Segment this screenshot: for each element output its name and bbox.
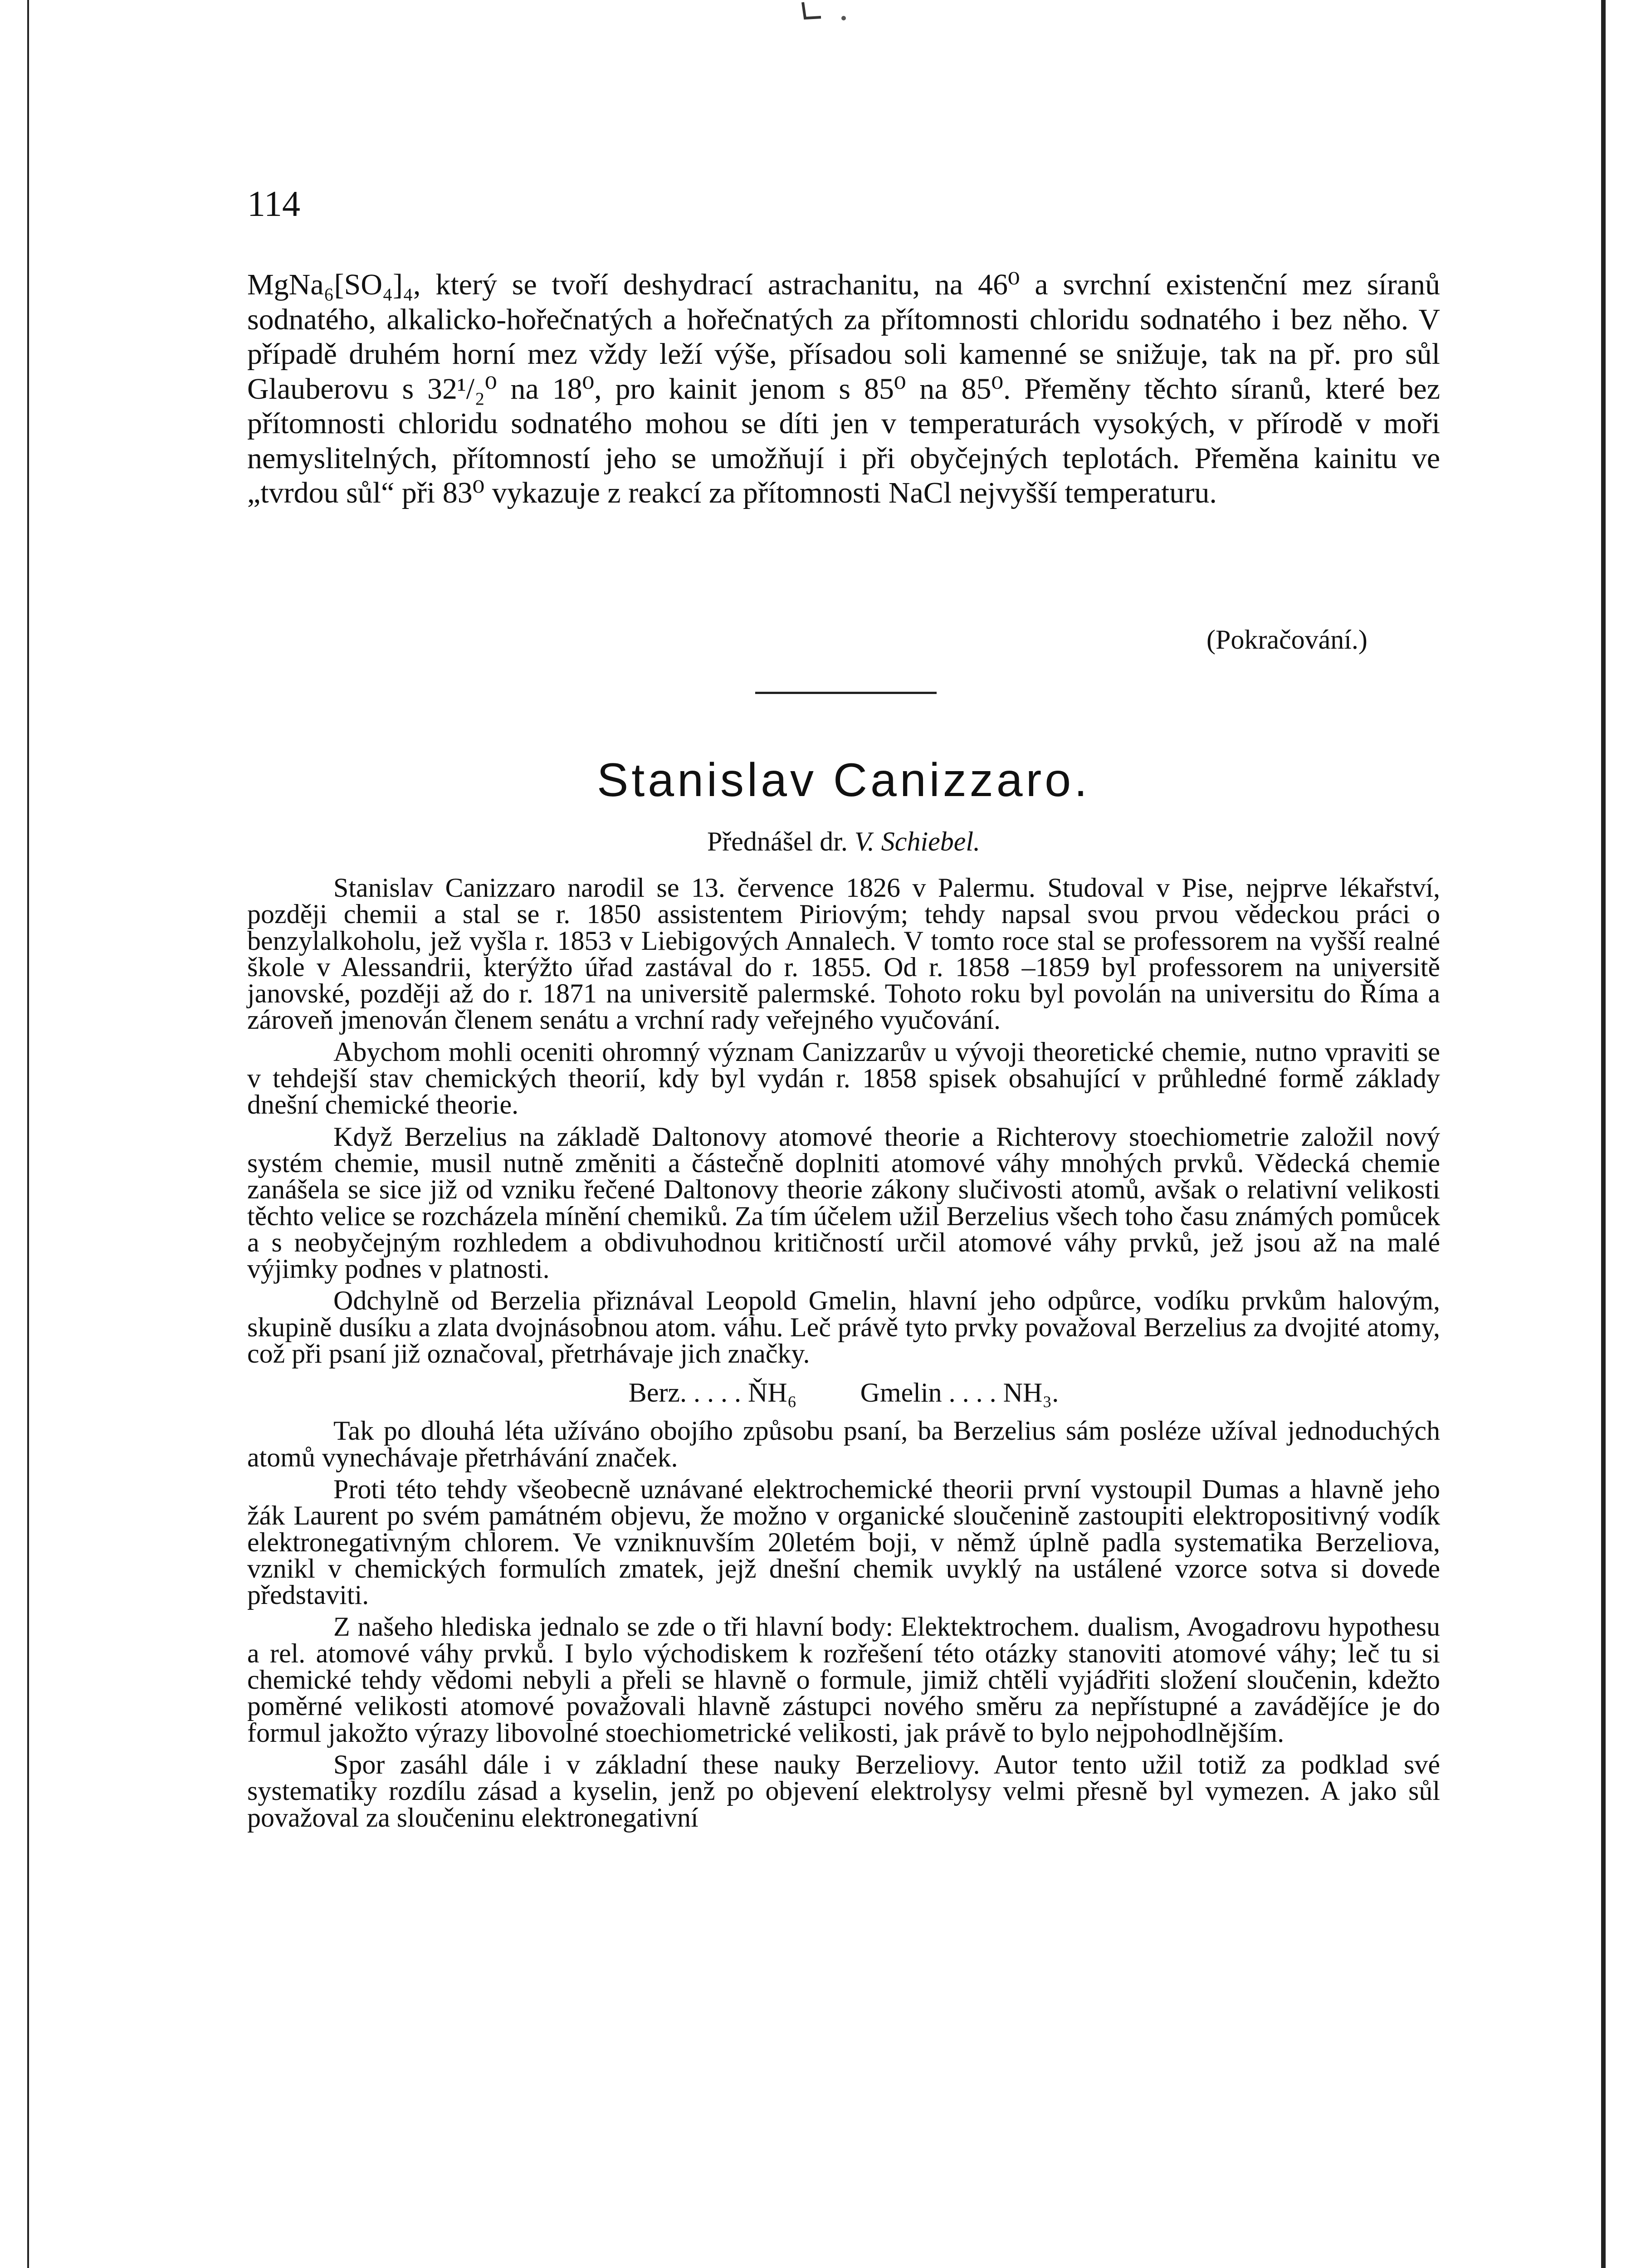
print-mark-icon xyxy=(794,0,857,27)
formula-berzelius: Berz. . . . . ŇH₆ xyxy=(628,1378,797,1408)
byline-author: V. Schiebel. xyxy=(854,826,981,856)
paragraph: Stanislav Canizzaro narodil se 13. července 1826 v Palermu. Studoval v Pise, nejprve lékařství, později chemii a stal se r. 1850 assistentem Piriovým; tehdy napsal svou prvou vědeckou práci o benzylalkoholu, jež vyšla r. 1853 v Liebigových Annalech. V tomto roce stal se professorem na vyšší realné škole v Alessandrii, kterýžto úřad zastával do r. 1855. Od r. 1858 –1859 byl professorem na universitě janovské, později až do r. 1871 na universitě palermské. Tohoto roku byl povolán na universitu do Říma a zároveň jmenován členem senátu a vrchní rady veřejného vyučování. xyxy=(247,873,1440,1035)
paragraph: Proti této tehdy všeobecně uznávané elektrochemické theorii první vystoupil Dumas a hlavně jeho žák Laurent po svém památném objevu, že možno v organické sloučenině zastoupiti elektropositivný vodík elektronegativným chlorem. Ve vzniknuvším 20letém boji, v němž úplně padla systematika Berzeliova, vznikl v chemických formulích zmatek, jejž dnešní chemik uvyklý na ustálené vzorce sotva si dovede představiti. xyxy=(247,1474,1440,1610)
paragraph: Když Berzelius na základě Daltonovy atomové theorie a Richterovy stoechiometrie založil nový systém chemie, musil nutně změniti a částečně doplniti atomové váhy mnohých prvků. Vědecká chemie zanášela se sice již od vzniku řečené Daltonovy theorie zákony slučivosti atomů, avšak o relativní velikosti těchto velice se rozcházela mínění chemiků. Za tím účelem užil Berzelius všech toho času známých pomůcek a s neobyčejným rozhledem a obdivuhodnou kritičností určil atomové váhy prvků, jež jsou až na malé výjimky podnes v platnosti. xyxy=(247,1121,1440,1284)
paragraph: Z našeho hlediska jednalo se zde o tři hlavní body: Elektektrochem. dualism, Avogadrovu hypothesu a rel. atomové váhy prvků. I bylo východiskem k rozřešení této otázky stanoviti atomové váhy; leč tu si chemické tehdy vědomi nebyli a přeli se hlavně o formule, jimiž chtěli vyjádřiti složení sloučenin, kdežto poměrné velikosti atomové považovali hlavně zástupci nového směru za nepřístupné a zavádějíce je do formul jakožto výrazy libovolné stoechiometrické velikosti, jak právě to bylo nejpohodlnějším. xyxy=(247,1612,1440,1748)
paragraph: Spor zasáhl dále i v základní these nauky Berzeliovy. Autor tento užil totiž za podklad své systematiky rozdílu zásad a kyselin, jenž po objevení elektrolysy velmi přesně byl vymezen. A jako sůl považoval za sloučeninu elektronegativní xyxy=(247,1749,1440,1833)
paragraph: Odchylně od Berzelia přiznával Leopold Gmelin, hlavní jeho odpůrce, vodíku prvkům halovým, skupině dusíku a zlata dvojnásobnou atom. váhu. Leč právě tyto prvky považoval Berzelius za dvojité atomy, což při psaní již označoval, přetrhávaje jich značky. xyxy=(247,1286,1440,1369)
paragraph: Abychom mohli oceniti ohromný význam Canizzarův u vývoji theoretické chemie, nutno vpraviti se v tehdejší stav chemických theorií, kdy byl vydán r. 1858 spisek obsahující v průhledné formě základy dnešní chemické theorie. xyxy=(247,1036,1440,1120)
intro-paragraph: MgNa₆[SO₄]₄, který se tvoří deshydrací astrachanitu, na 46⁰ a svrchní existenční mez síranů sodnatého, alkalicko-hořečnatých a hořečnatých za přítomnosti chloridu sodnatého i bez něho. V případě druhém horní mez vždy leží výše, přísadou soli kamenné se snižuje, tak na př. pro sůl Glauberovu s 32¹/₂⁰ na 18⁰, pro kainit jenom s 85⁰ na 85⁰. Přeměny těchto síranů, které bez přítomnosti chloridu sodnatého mohou se díti jen v temperaturách vysokých, v přírodě v moři nemyslitelných, přítomností jeho se umožňují i při obyčejných teplotách. Přeměna kainitu ve „tvrdou sůl“ při 83⁰ vykazuje z reakcí za přítomnosti NaCl nejvyšší temperaturu. xyxy=(247,268,1440,509)
page-number: 114 xyxy=(247,184,301,224)
continuation-note: (Pokračování.) xyxy=(1206,625,1368,655)
article-body xyxy=(247,875,1440,1836)
formula-gmelin: Gmelin . . . . NH₃. xyxy=(860,1378,1059,1408)
formula-line xyxy=(247,1372,1440,1413)
section-divider xyxy=(755,692,937,694)
article-title: Stanislav Canizzaro. xyxy=(597,754,1090,807)
byline-prefix: Přednášel dr. xyxy=(707,826,848,856)
byline xyxy=(247,823,1440,860)
intro-section xyxy=(247,268,1440,511)
paragraph: Tak po dlouhá léta užíváno obojího způsobu psaní, ba Berzelius sám posléze užíval jednoduchých atomů vynechávaje přetrhávání značek. xyxy=(247,1416,1440,1472)
